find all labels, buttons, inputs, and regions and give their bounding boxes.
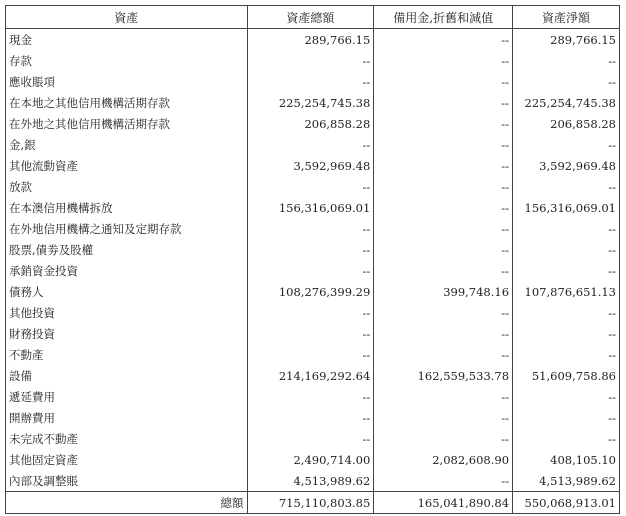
provision-amount: -- (374, 260, 513, 281)
item-name: 財務投資 (6, 323, 248, 344)
table-row (6, 365, 620, 386)
item-name: 其他流動資產 (6, 155, 248, 176)
net-amount: -- (513, 239, 620, 260)
total-label: 總額 (6, 492, 248, 514)
net-amount: -- (513, 50, 620, 71)
net-amount: -- (513, 428, 620, 449)
item-name: 放款 (6, 176, 248, 197)
provision-amount: -- (374, 323, 513, 344)
provision-amount: -- (374, 218, 513, 239)
net-amount: -- (513, 260, 620, 281)
header-row (6, 6, 620, 29)
item-name: 遞延費用 (6, 386, 248, 407)
item-name: 開辦費用 (6, 407, 248, 428)
table-row (6, 134, 620, 155)
table-row (6, 260, 620, 281)
table-row (6, 323, 620, 344)
item-name: 股票,債劵及股權 (6, 239, 248, 260)
gross-amount: -- (247, 386, 374, 407)
item-name: 在外地信用機構之通知及定期存款 (6, 218, 248, 239)
table-row (6, 155, 620, 176)
item-name: 現金 (6, 29, 248, 51)
gross-amount: 3,592,969.48 (247, 155, 374, 176)
provision-amount: -- (374, 344, 513, 365)
item-name: 其他投資 (6, 302, 248, 323)
provision-amount: -- (374, 428, 513, 449)
gross-amount: 206,858.28 (247, 113, 374, 134)
net-amount: -- (513, 407, 620, 428)
gross-amount: -- (247, 239, 374, 260)
gross-amount: 4,513,989.62 (247, 470, 374, 492)
table-row (6, 470, 620, 492)
item-name: 未完成不動產 (6, 428, 248, 449)
item-name: 其他固定資產 (6, 449, 248, 470)
gross-amount: 108,276,399.29 (247, 281, 374, 302)
provision-amount: -- (374, 407, 513, 428)
table-row (6, 176, 620, 197)
item-name: 債務人 (6, 281, 248, 302)
net-amount: -- (513, 323, 620, 344)
table-row (6, 92, 620, 113)
table-row (6, 29, 620, 51)
net-amount: 156,316,069.01 (513, 197, 620, 218)
net-amount: 408,105.10 (513, 449, 620, 470)
provision-amount: -- (374, 176, 513, 197)
item-name: 在本澳信用機構拆放 (6, 197, 248, 218)
provision-amount: 399,748.16 (374, 281, 513, 302)
table-row (6, 344, 620, 365)
gross-amount: 2,490,714.00 (247, 449, 374, 470)
item-name: 不動產 (6, 344, 248, 365)
gross-amount: 156,316,069.01 (247, 197, 374, 218)
gross-amount: -- (247, 176, 374, 197)
gross-amount: -- (247, 134, 374, 155)
table-row (6, 407, 620, 428)
total-row (6, 492, 620, 514)
net-amount: -- (513, 176, 620, 197)
net-amount: -- (513, 71, 620, 92)
header-gross: 資產總額 (247, 6, 374, 29)
gross-amount: 214,169,292.64 (247, 365, 374, 386)
header-net: 資產淨額 (513, 6, 620, 29)
provision-amount: -- (374, 239, 513, 260)
provision-amount: -- (374, 155, 513, 176)
table-row (6, 428, 620, 449)
provision-amount: -- (374, 134, 513, 155)
table-row (6, 50, 620, 71)
gross-amount: -- (247, 71, 374, 92)
item-name: 設備 (6, 365, 248, 386)
gross-amount: -- (247, 260, 374, 281)
item-name: 承銷資金投資 (6, 260, 248, 281)
gross-amount: -- (247, 302, 374, 323)
item-name: 在本地之其他信用機構活期存款 (6, 92, 248, 113)
net-amount: -- (513, 386, 620, 407)
gross-amount: 225,254,745.38 (247, 92, 374, 113)
net-amount: 225,254,745.38 (513, 92, 620, 113)
gross-amount: 289,766.15 (247, 29, 374, 51)
net-amount: 550,068,913.01 (513, 492, 620, 514)
header-provisions: 備用金,折舊和減值 (374, 6, 513, 29)
gross-amount: -- (247, 323, 374, 344)
table-row (6, 71, 620, 92)
table-row (6, 239, 620, 260)
provision-amount: -- (374, 50, 513, 71)
net-amount: 206,858.28 (513, 113, 620, 134)
item-name: 存款 (6, 50, 248, 71)
table-row (6, 113, 620, 134)
gross-amount: -- (247, 50, 374, 71)
gross-amount: 715,110,803.85 (247, 492, 374, 514)
item-name: 應收賬項 (6, 71, 248, 92)
provision-amount: -- (374, 386, 513, 407)
net-amount: 3,592,969.48 (513, 155, 620, 176)
provision-amount: -- (374, 92, 513, 113)
item-name: 內部及調整賬 (6, 470, 248, 492)
table-row (6, 449, 620, 470)
table-row (6, 218, 620, 239)
assets-table (5, 5, 620, 514)
provision-amount: -- (374, 71, 513, 92)
header-assets: 資產 (6, 6, 248, 29)
gross-amount: -- (247, 218, 374, 239)
provision-amount: -- (374, 302, 513, 323)
net-amount: 107,876,651.13 (513, 281, 620, 302)
provision-amount: -- (374, 470, 513, 492)
net-amount: 289,766.15 (513, 29, 620, 51)
table-row (6, 302, 620, 323)
provision-amount: -- (374, 29, 513, 51)
provision-amount: 162,559,533.78 (374, 365, 513, 386)
provision-amount: -- (374, 197, 513, 218)
table-row (6, 197, 620, 218)
net-amount: -- (513, 344, 620, 365)
net-amount: 4,513,989.62 (513, 470, 620, 492)
gross-amount: -- (247, 344, 374, 365)
net-amount: -- (513, 302, 620, 323)
net-amount: -- (513, 134, 620, 155)
provision-amount: -- (374, 113, 513, 134)
net-amount: -- (513, 218, 620, 239)
gross-amount: -- (247, 428, 374, 449)
provision-amount: 2,082,608.90 (374, 449, 513, 470)
net-amount: 51,609,758.86 (513, 365, 620, 386)
item-name: 在外地之其他信用機構活期存款 (6, 113, 248, 134)
provision-amount: 165,041,890.84 (374, 492, 513, 514)
item-name: 金,銀 (6, 134, 248, 155)
table-row (6, 386, 620, 407)
table-row (6, 281, 620, 302)
gross-amount: -- (247, 407, 374, 428)
